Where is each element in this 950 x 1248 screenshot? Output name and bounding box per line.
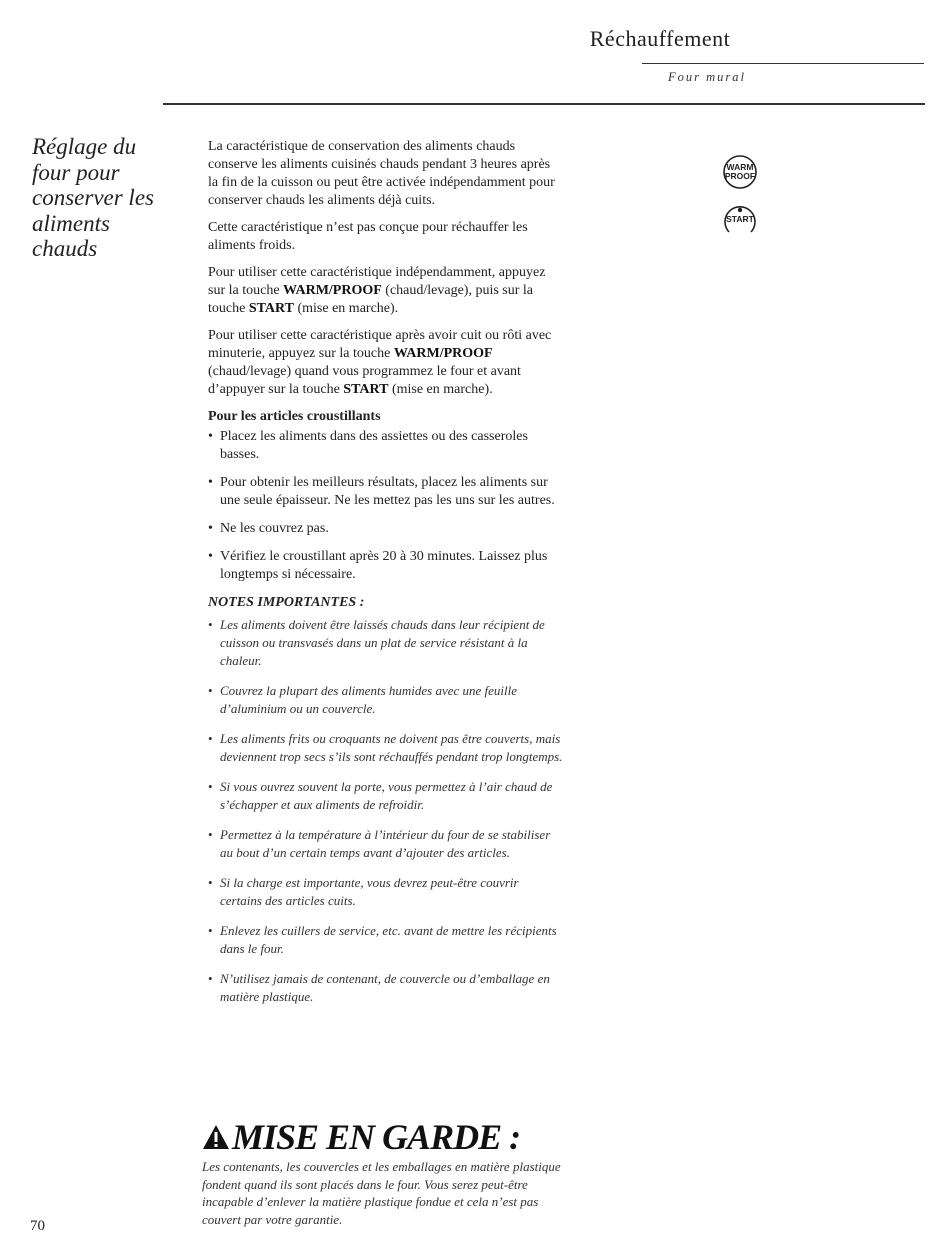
caution-text: Les contenants, les couvercles et les emballages en matière plastique fondent quand ils sont placés dans le four. Vous serez peut-être incapable d’enlever la matière plastique fondue et cela n’est pas couvert par votre garantie. (202, 1159, 561, 1227)
list-item: • Pour obtenir les meilleurs résultats, placez les aliments sur une seule épaisseur. Ne les mettez pas les uns sur les autres. (208, 474, 563, 510)
crispy-list (208, 428, 563, 584)
warm-proof-key-name: WARM/PROOF (283, 283, 382, 298)
list-item: • Les aliments doivent être laissés chauds dans leur récipient de cuisson ou transvasés dans un plat de service résistant à la chaleur. (208, 616, 563, 670)
list-item: • Les aliments frits ou croquants ne doivent pas être couverts, mais deviennent trop secs s’ils sont réchauffés pendant trop longtemps. (208, 730, 563, 766)
intro-paragraph: Cette caractéristique n’est pas conçue pour réchauffer les aliments froids. (208, 220, 528, 253)
list-item: • Permettez à la température à l’intérieur du four de se stabiliser au bout d’un certain temps avant d’ajouter des articles. (208, 826, 563, 862)
page-number: 70 (30, 1218, 45, 1234)
side-heading-line: Réglage du (32, 134, 137, 159)
caution-title: MISE EN GARDE : (232, 1117, 521, 1157)
notes-list (208, 616, 563, 1006)
warm-key-text: WARM (726, 162, 754, 172)
section-title: Réchauffement (589, 26, 731, 51)
proof-key-text: PROOF (724, 171, 756, 181)
section-subtitle: Four mural (668, 70, 746, 84)
warm-proof-key-name: WARM/PROOF (393, 346, 493, 361)
warning-icon (202, 1123, 230, 1151)
start-key-name: START (248, 301, 294, 316)
list-item: • Vérifiez le croustillant après 20 à 30 minutes. Laissez plus longtemps si nécessaire. (208, 548, 563, 584)
caution-header (202, 1118, 520, 1156)
header-rule (642, 63, 924, 64)
start-key-text: START (726, 214, 754, 224)
independent-use-paragraph: Pour utiliser cette caractéristique indépendamment, appuyez sur la touche WARM/PROOF (chaud/levage), puis sur la touche START (mise en marche). (208, 265, 546, 316)
list-item: • Placez les aliments dans des assiettes ou des casseroles basses. (208, 428, 563, 464)
side-heading-line: aliments (32, 210, 110, 236)
main-content (208, 138, 563, 1018)
intro-paragraph: La caractéristique de conservation des aliments chauds conserve les aliments cuisinés chauds pendant 3 heures après la fin de la cuisson ou peut être activée indépendamment pour conserver chauds les aliments déjà cuits. (208, 139, 555, 208)
start-key-icon (722, 201, 758, 237)
side-heading-line: chauds (32, 236, 98, 261)
start-key-name: START (343, 382, 389, 397)
list-item: • Ne les couvrez pas. (208, 520, 563, 538)
after-cook-paragraph: Pour utiliser cette caractéristique après avoir cuit ou rôti avec minuterie, appuyez sur la touche WARM/PROOF (chaud/levage) quand vous programmez le four et avant d’appuyer sur la touche START (mise en marche). (208, 328, 552, 397)
list-item: • Si la charge est importante, vous devrez peut-être couvrir certains des articles cuits. (208, 874, 563, 910)
page-divider (163, 103, 925, 105)
warm-proof-key-icon (722, 154, 758, 190)
notes-heading: NOTES IMPORTANTES : (208, 595, 365, 610)
list-item: • Si vous ouvrez souvent la porte, vous permettez à l’air chaud de s’échapper et aux aliments de refroidir. (208, 778, 563, 814)
crispy-heading: Pour les articles croustillants (208, 409, 381, 424)
side-heading-line: four pour (32, 159, 120, 185)
list-item: • N’utilisez jamais de contenant, de couvercle ou d’emballage en matière plastique. (208, 970, 563, 1006)
list-item: • Couvrez la plupart des aliments humides avec une feuille d’aluminium ou un couvercle. (208, 682, 563, 718)
side-heading-line: conserver les (32, 185, 154, 210)
side-heading (32, 134, 172, 262)
list-item: • Enlevez les cuillers de service, etc. avant de mettre les récipients dans le four. (208, 922, 563, 958)
